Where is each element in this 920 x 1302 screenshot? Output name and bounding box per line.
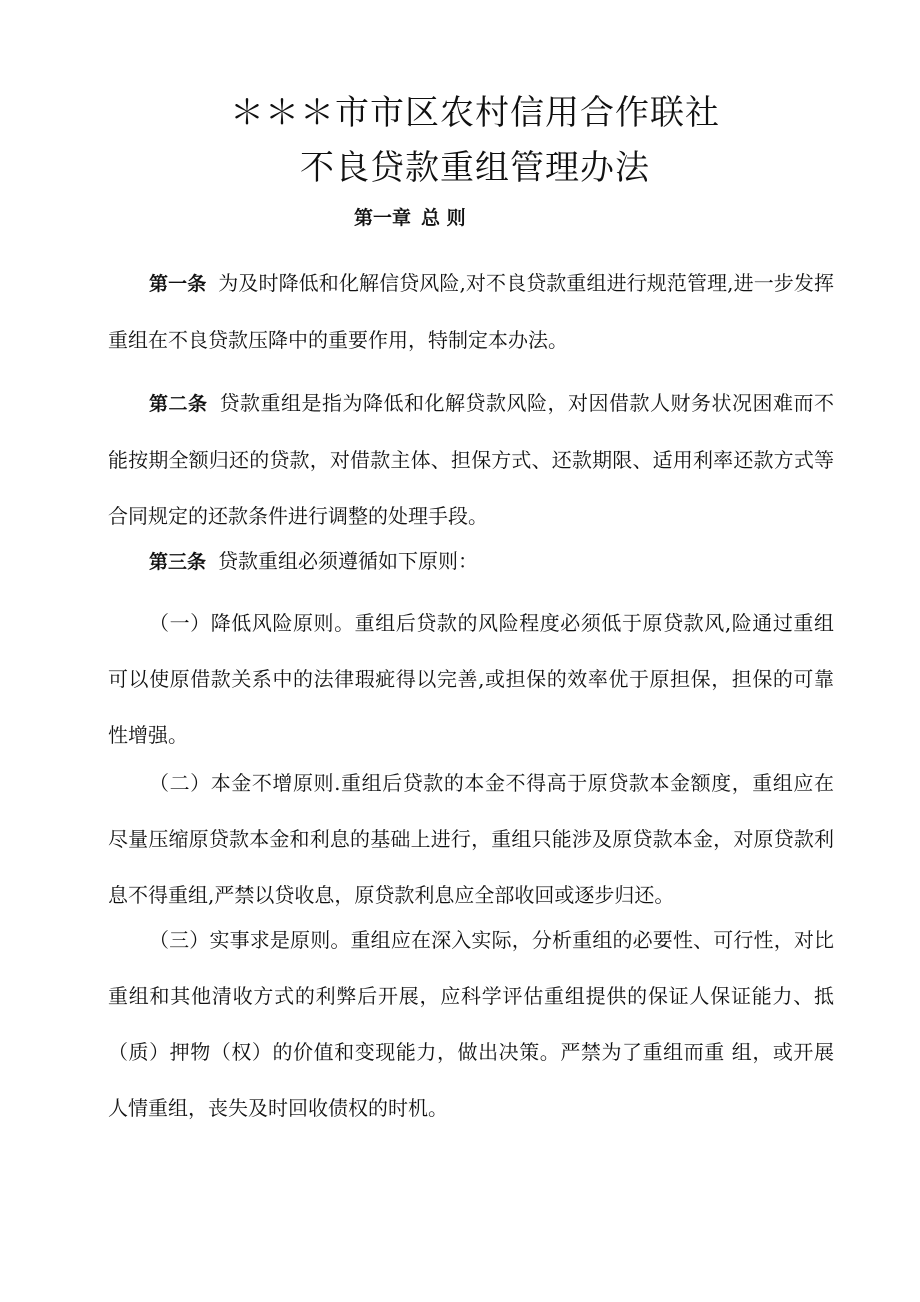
article-label: 第一条 bbox=[149, 273, 207, 295]
document-title-line-2: 不良贷款重组管理办法 bbox=[300, 148, 650, 188]
principle-2: （二）本金不增原则.重组后贷款的本金不得高于原贷款本金额度，重组应在尽量压缩原贷款本金和利息的基础上进行，重组只能涉及原贷款本金，对原贷款利息不得重组,严禁以贷收息，原贷款利息应全部收回或逐步归还。 bbox=[108, 771, 834, 907]
article-3 bbox=[108, 533, 834, 590]
document-title-line-1: ＊＊＊市市区农村信用合作联社 bbox=[230, 93, 720, 133]
article-label: 第二条 bbox=[149, 393, 208, 415]
article-text: 贷款重组必须遵循如下原则： bbox=[218, 549, 479, 573]
article-2 bbox=[108, 375, 834, 544]
article-label: 第三条 bbox=[149, 551, 207, 573]
principle-1: （一）降低风险原则。重组后贷款的风险程度必须低于原贷款风,险通过重组可以使原借款关系中的法律瑕疵得以完善,或担保的效率优于原担保，担保的可靠性增强。 bbox=[108, 611, 834, 747]
chapter-heading bbox=[354, 203, 466, 230]
chapter-name: 总 则 bbox=[421, 207, 466, 229]
article-text: 为及时降低和化解信贷风险,对不良贷款重组进行规范管理,进一步发挥重组在不良贷款压降中的重要作用，特制定本办法。 bbox=[108, 271, 834, 352]
chapter-number: 第一章 bbox=[354, 207, 412, 229]
principle-3: （三）实事求是原则。重组应在深入实际，分析重组的必要性、可行性，对比重组和其他清收方式的利弊后开展，应科学评估重组提供的保证人保证能力、抵（质）押物（权）的价值和变现能力，做出决策。严禁为了重组而重 组，或开展人情重组，丧失及时回收债权的时机。 bbox=[108, 928, 834, 1120]
article-text: 贷款重组是指为降低和化解贷款风险，对因借款人财务状况困难而不能按期全额归还的贷款，对借款主体、担保方式、还款期限、适用利率还款方式等合同规定的还款条件进行调整的处理手段。 bbox=[108, 391, 834, 528]
article-1 bbox=[108, 255, 834, 368]
